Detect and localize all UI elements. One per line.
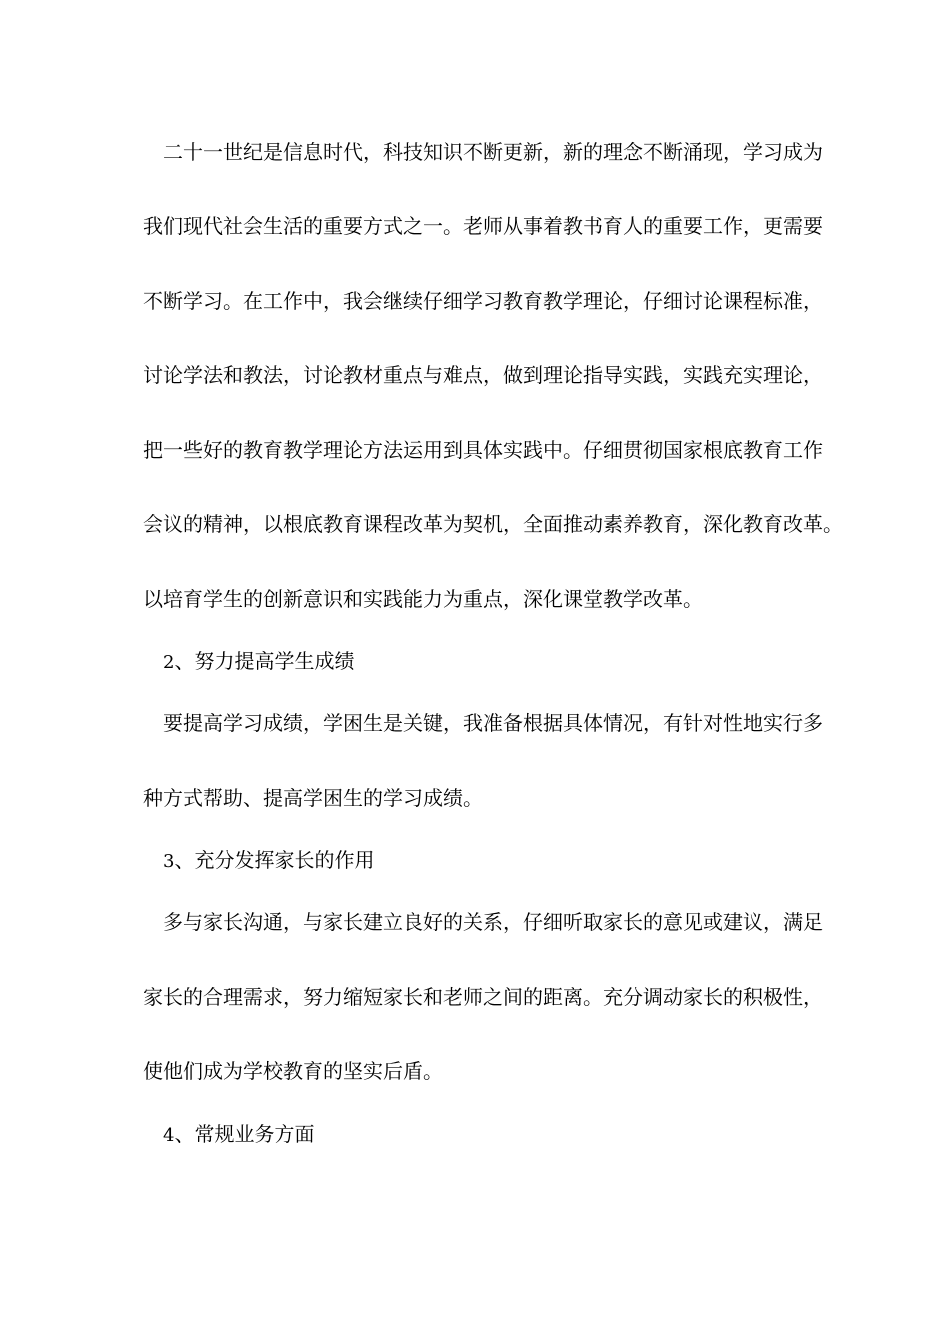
paragraph-line: 我们现代社会生活的重要方式之一。老师从事着教书育人的重要工作，更需要 [143,214,823,238]
section-title: 、充分发挥家长的作用 [174,848,375,872]
paragraph-line: 以培育学生的创新意识和实践能力为重点，深化课堂教学改革。 [143,587,703,611]
section-heading-2 [163,647,843,677]
section-number: 2 [163,652,175,673]
paragraph-line: 不断学习。在工作中，我会继续仔细学习教育教学理论，仔细讨论课程标准， [143,289,823,313]
paragraph-line: 会议的精神，以根底教育课程改革为契机，全面推动素养教育，深化教育改革。 [143,512,843,536]
section-title: 、常规业务方面 [174,1122,315,1146]
paragraph-line: 多与家长沟通，与家长建立良好的关系，仔细听取家长的意见或建议，满足 [163,910,823,934]
paragraph-line: 种方式帮助、提高学困生的学习成绩。 [143,786,483,810]
paragraph-line: 讨论学法和教法，讨论教材重点与难点，做到理论指导实践，实践充实理论， [143,363,823,387]
section-number: 4 [163,1125,175,1146]
paragraph-line: 要提高学习成绩，学困生是关键，我准备根据具体情况，有针对性地实行多 [163,711,823,735]
section-heading-3 [163,846,843,876]
section-title: 、努力提高学生成绩 [174,649,355,673]
paragraph-line: 把一些好的教育教学理论方法运用到具体实践中。仔细贯彻国家根底教育工作 [143,438,823,462]
paragraph-line: 二十一世纪是信息时代，科技知识不断更新，新的理念不断涌现，学习成为 [163,140,823,164]
section-heading-4 [163,1120,843,1150]
section-number: 3 [163,851,175,872]
paragraph-line: 家长的合理需求，努力缩短家长和老师之间的距离。充分调动家长的积极性， [143,985,823,1009]
paragraph-line: 使他们成为学校教育的坚实后盾。 [143,1059,443,1083]
